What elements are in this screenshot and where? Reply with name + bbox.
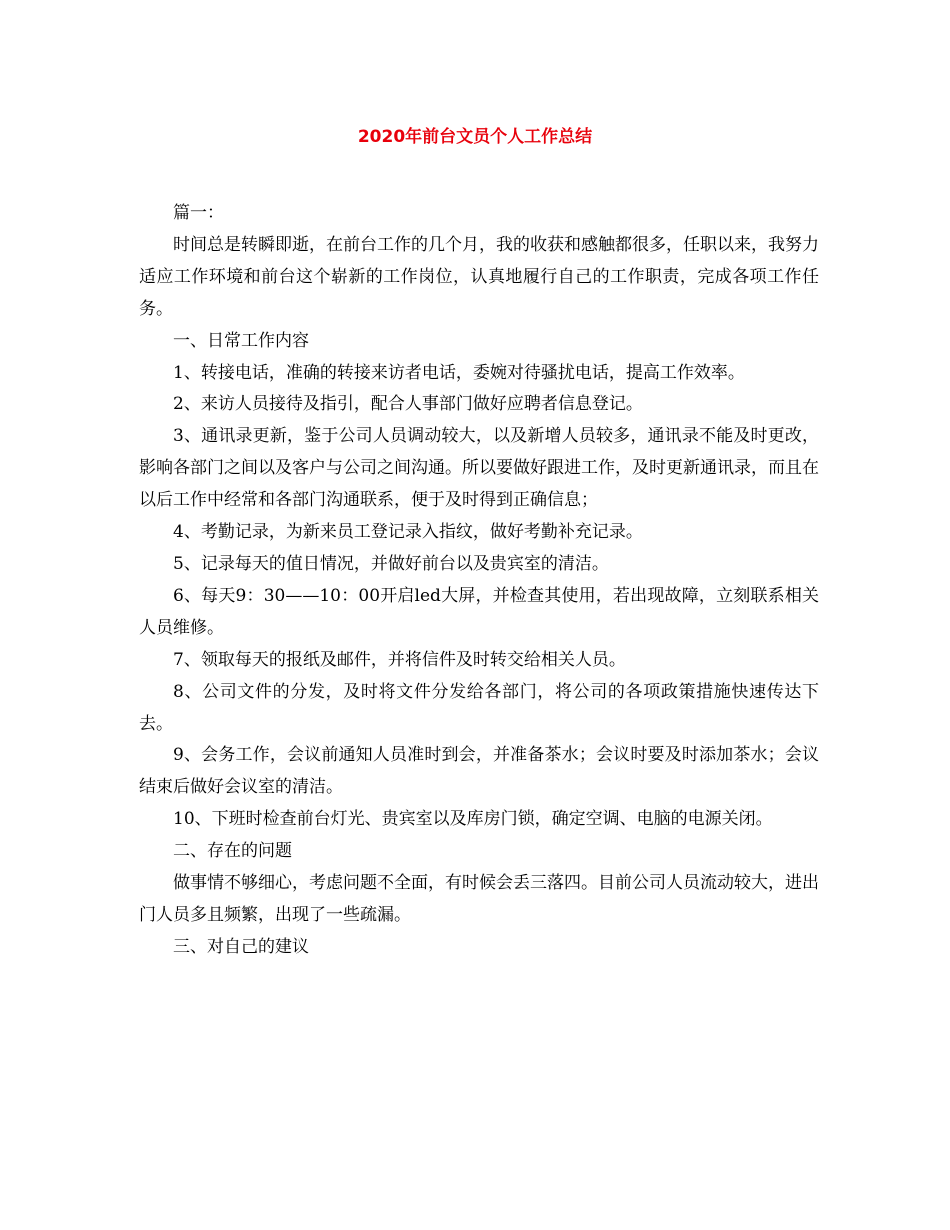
list-item: 1、转接电话，准确的转接来访者电话，委婉对待骚扰电话，提高工作效率。	[173, 362, 745, 383]
section-label: 篇一：	[173, 203, 224, 223]
section-heading-daily-work: 一、日常工作内容	[173, 330, 309, 351]
intro-paragraph: 时间总是转瞬即逝，在前台工作的几个月，我的收获和感触都很多，任职以来，我努力适应工作环境和前台这个崭新的工作岗位，认真地履行自己的工作职责，完成各项工作任务。	[139, 234, 819, 319]
document-body	[139, 198, 819, 964]
list-item: 7、领取每天的报纸及邮件，并将信件及时转交给相关人员。	[173, 649, 626, 670]
list-item: 9、会务工作，会议前通知人员准时到会，并准备茶水；会议时要及时添加茶水；会议结束后做好会议室的清洁。	[139, 745, 819, 798]
list-item: 8、公司文件的分发，及时将文件分发给各部门，将公司的各项政策措施快速传达下去。	[139, 681, 819, 734]
list-item: 6、每天9：30——10：00开启led大屏，并检查其使用，若出现故障，立刻联系相关人员维修。	[139, 585, 819, 638]
list-item: 4、考勤记录，为新来员工登记录入指纹，做好考勤补充记录。	[173, 522, 643, 543]
section-heading-problems: 二、存在的问题	[173, 841, 292, 862]
list-item: 2、来访人员接待及指引，配合人事部门做好应聘者信息登记。	[173, 394, 643, 415]
list-item: 10、下班时检查前台灯光、贵宾室以及库房门锁，确定空调、电脑的电源关闭。	[173, 809, 773, 830]
list-item: 3、通讯录更新，鉴于公司人员调动较大，以及新增人员较多，通讯录不能及时更改，影响各部门之间以及客户与公司之间沟通。所以要做好跟进工作，及时更新通讯录，而且在以后工作中经常和各部门沟通联系，便于及时得到正确信息；	[139, 426, 819, 511]
problems-paragraph: 做事情不够细心，考虑问题不全面，有时候会丢三落四。目前公司人员流动较大，进出门人员多且频繁，出现了一些疏漏。	[139, 873, 819, 925]
list-item: 5、记录每天的值日情况，并做好前台以及贵宾室的清洁。	[173, 553, 609, 574]
document-title: 2020年前台文员个人工作总结	[357, 127, 593, 147]
section-heading-suggestions: 三、对自己的建议	[173, 936, 309, 957]
